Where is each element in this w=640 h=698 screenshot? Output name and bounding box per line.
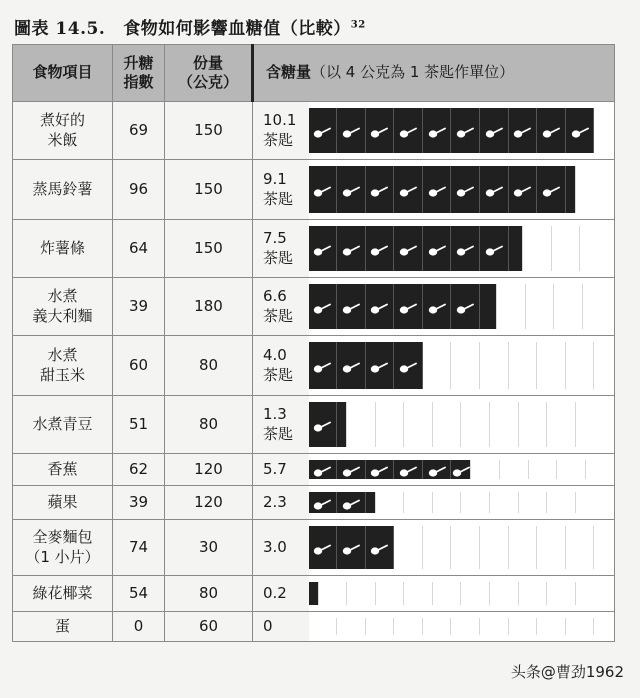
teaspoon-icon	[509, 108, 538, 153]
empty-cell	[497, 284, 526, 329]
teaspoon-bar	[309, 486, 615, 520]
table-row	[13, 454, 615, 486]
empty-cell	[471, 460, 500, 479]
table-row	[13, 220, 615, 278]
header-portion: 份量 （公克）	[165, 45, 253, 102]
food-name: 全麥麵包 （1 小片）	[13, 520, 113, 576]
empty-cell	[566, 618, 595, 635]
teaspoon-icon	[394, 166, 423, 213]
portion-value: 150	[165, 102, 253, 160]
empty-cell	[376, 582, 405, 605]
food-name: 蘋果	[13, 486, 113, 520]
teaspoon-partial	[366, 492, 376, 513]
gi-value: 62	[113, 454, 165, 486]
teaspoon-bar	[309, 396, 615, 454]
empty-cell	[461, 582, 490, 605]
teaspoon-bar	[309, 102, 615, 160]
empty-cell	[566, 526, 595, 569]
teaspoon-icon	[309, 108, 338, 153]
teaspoon-icon	[309, 226, 338, 271]
empty-cell	[526, 284, 555, 329]
teaspoon-icon	[366, 226, 395, 271]
portion-value: 150	[165, 160, 253, 220]
teaspoon-icon	[394, 284, 423, 329]
teaspoon-bar	[309, 520, 615, 576]
teaspoon-icon	[337, 108, 366, 153]
portion-value: 120	[165, 486, 253, 520]
header-sugar: 含糖量（以 4 公克為 1 茶匙作單位）	[253, 45, 615, 102]
teaspoon-bar	[309, 278, 615, 336]
table-row	[13, 102, 615, 160]
gi-value: 64	[113, 220, 165, 278]
teaspoon-icon	[451, 284, 480, 329]
food-name: 蒸馬鈴薯	[13, 160, 113, 220]
teaspoon-icon	[309, 284, 338, 329]
empty-cell	[347, 402, 376, 447]
teaspoon-icon	[537, 108, 566, 153]
empty-cell	[554, 284, 583, 329]
teaspoon-partial	[566, 166, 576, 213]
teaspoon-value: 9.1 茶匙	[253, 160, 309, 220]
empty-cell	[451, 342, 480, 389]
teaspoon-icon	[309, 166, 338, 213]
empty-cell	[376, 492, 405, 513]
gi-value: 0	[113, 612, 165, 642]
portion-value: 80	[165, 336, 253, 396]
empty-cell	[552, 226, 581, 271]
portion-value: 30	[165, 520, 253, 576]
empty-cell	[404, 492, 433, 513]
empty-cell	[519, 582, 548, 605]
empty-cell	[461, 492, 490, 513]
teaspoon-icon	[423, 460, 452, 479]
empty-cell	[547, 492, 576, 513]
table-row	[13, 396, 615, 454]
empty-cell	[433, 582, 462, 605]
gi-value: 39	[113, 278, 165, 336]
teaspoon-icon	[480, 108, 509, 153]
teaspoon-bar	[309, 336, 615, 396]
teaspoon-value: 7.5 茶匙	[253, 220, 309, 278]
table-row	[13, 278, 615, 336]
teaspoon-partial	[480, 284, 497, 329]
table-row	[13, 612, 615, 642]
teaspoon-value: 0.2	[253, 576, 309, 612]
empty-cell	[509, 342, 538, 389]
teaspoon-bar	[309, 576, 615, 612]
teaspoon-icon	[337, 460, 366, 479]
teaspoon-bar	[309, 454, 615, 486]
empty-cell	[490, 492, 519, 513]
teaspoon-partial	[451, 460, 471, 479]
teaspoon-icon	[309, 526, 338, 569]
portion-value: 80	[165, 396, 253, 454]
food-name: 炸薯條	[13, 220, 113, 278]
empty-cell	[404, 582, 433, 605]
portion-value: 120	[165, 454, 253, 486]
teaspoon-icon	[309, 492, 338, 513]
gi-value: 51	[113, 396, 165, 454]
teaspoon-icon	[366, 284, 395, 329]
empty-cell	[394, 618, 423, 635]
empty-cell	[519, 492, 548, 513]
empty-cell	[404, 402, 433, 447]
caption-title: 食物如何影響血糖值（比較）	[123, 19, 351, 39]
sugar-comparison-table	[12, 44, 615, 642]
empty-cell	[557, 460, 586, 479]
empty-cell	[519, 402, 548, 447]
teaspoon-bar	[309, 160, 615, 220]
empty-cell	[547, 402, 576, 447]
teaspoon-icon	[394, 226, 423, 271]
caption-footnote: 32	[350, 19, 366, 31]
teaspoon-icon	[423, 108, 452, 153]
empty-cell	[319, 582, 348, 605]
teaspoon-icon	[394, 342, 423, 389]
teaspoon-icon	[366, 342, 395, 389]
empty-cell	[566, 342, 595, 389]
teaspoon-icon	[366, 108, 395, 153]
teaspoon-icon	[480, 226, 509, 271]
teaspoon-value: 6.6 茶匙	[253, 278, 309, 336]
portion-value: 150	[165, 220, 253, 278]
teaspoon-partial	[337, 402, 347, 447]
empty-cell	[394, 526, 423, 569]
teaspoon-value: 3.0	[253, 520, 309, 576]
gi-value: 60	[113, 336, 165, 396]
empty-cell	[537, 342, 566, 389]
teaspoon-icon	[309, 460, 338, 479]
table-row	[13, 520, 615, 576]
teaspoon-icon	[337, 226, 366, 271]
empty-cell	[490, 582, 519, 605]
empty-cell	[376, 402, 405, 447]
empty-cell	[337, 618, 366, 635]
header-gi: 升糖 指數	[113, 45, 165, 102]
teaspoon-value: 2.3	[253, 486, 309, 520]
teaspoon-partial	[309, 582, 319, 605]
empty-cell	[347, 582, 376, 605]
table-row	[13, 336, 615, 396]
table-row	[13, 486, 615, 520]
teaspoon-icon	[480, 166, 509, 213]
empty-cell	[423, 342, 452, 389]
gi-value: 74	[113, 520, 165, 576]
empty-cell	[433, 402, 462, 447]
teaspoon-value: 4.0 茶匙	[253, 336, 309, 396]
teaspoon-partial	[509, 226, 523, 271]
empty-cell	[529, 460, 558, 479]
teaspoon-icon	[366, 526, 395, 569]
empty-cell	[461, 402, 490, 447]
teaspoon-icon	[423, 226, 452, 271]
teaspoon-icon	[451, 166, 480, 213]
empty-cell	[500, 460, 529, 479]
food-name: 煮好的 米飯	[13, 102, 113, 160]
empty-cell	[509, 618, 538, 635]
teaspoon-icon	[337, 166, 366, 213]
gi-value: 54	[113, 576, 165, 612]
empty-cell	[523, 226, 552, 271]
teaspoon-icon	[337, 284, 366, 329]
empty-cell	[451, 526, 480, 569]
caption-number: 圖表 14.5.	[14, 19, 106, 39]
teaspoon-icon	[451, 108, 480, 153]
portion-value: 80	[165, 576, 253, 612]
header-food: 食物項目	[13, 45, 113, 102]
teaspoon-icon	[423, 166, 452, 213]
empty-cell	[509, 526, 538, 569]
empty-cell	[537, 526, 566, 569]
teaspoon-icon	[366, 166, 395, 213]
empty-cell	[480, 342, 509, 389]
food-name: 香蕉	[13, 454, 113, 486]
empty-cell	[366, 618, 395, 635]
teaspoon-icon	[309, 402, 338, 447]
teaspoon-value: 10.1 茶匙	[253, 102, 309, 160]
teaspoon-icon	[337, 492, 366, 513]
food-name: 水煮 義大利麵	[13, 278, 113, 336]
teaspoon-icon	[337, 342, 366, 389]
teaspoon-icon	[366, 460, 395, 479]
portion-value: 60	[165, 612, 253, 642]
empty-cell	[480, 618, 509, 635]
gi-value: 96	[113, 160, 165, 220]
teaspoon-icon	[394, 460, 423, 479]
food-name: 綠花椰菜	[13, 576, 113, 612]
teaspoon-value: 5.7	[253, 454, 309, 486]
food-name: 水煮青豆	[13, 396, 113, 454]
gi-value: 69	[113, 102, 165, 160]
empty-cell	[451, 618, 480, 635]
empty-cell	[537, 618, 566, 635]
teaspoon-value: 1.3 茶匙	[253, 396, 309, 454]
table-row	[13, 576, 615, 612]
empty-cell	[547, 582, 576, 605]
empty-cell	[423, 618, 452, 635]
teaspoon-icon	[394, 108, 423, 153]
empty-cell	[480, 526, 509, 569]
gi-value: 39	[113, 486, 165, 520]
watermark: 头条@曹劲1962	[510, 663, 624, 681]
portion-value: 180	[165, 278, 253, 336]
teaspoon-bar	[309, 612, 615, 642]
teaspoon-icon	[423, 284, 452, 329]
food-name: 蛋	[13, 612, 113, 642]
table-row	[13, 160, 615, 220]
table-body	[13, 102, 615, 642]
teaspoon-value: 0	[253, 612, 309, 642]
figure-caption	[14, 14, 366, 39]
empty-cell	[433, 492, 462, 513]
empty-cell	[309, 618, 338, 635]
teaspoon-icon	[337, 526, 366, 569]
teaspoon-icon	[566, 108, 595, 153]
food-name: 水煮 甜玉米	[13, 336, 113, 396]
teaspoon-icon	[537, 166, 566, 213]
teaspoon-bar	[309, 220, 615, 278]
teaspoon-icon	[451, 226, 480, 271]
teaspoon-icon	[509, 166, 538, 213]
teaspoon-icon	[309, 342, 338, 389]
empty-cell	[490, 402, 519, 447]
empty-cell	[423, 526, 452, 569]
